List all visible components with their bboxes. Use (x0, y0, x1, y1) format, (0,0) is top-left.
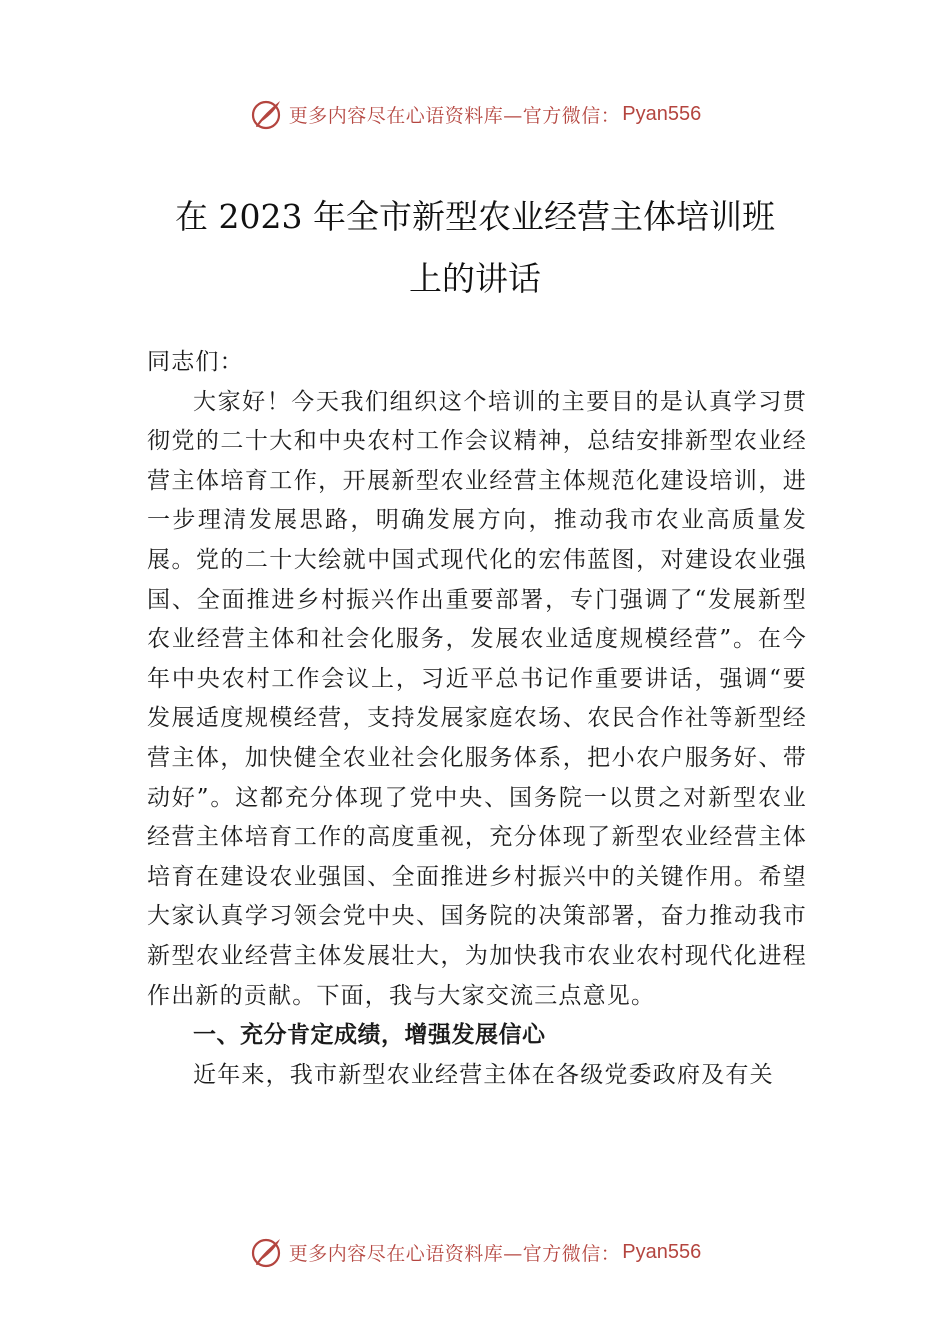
quill-seal-icon (249, 1234, 285, 1270)
watermark-text: 更多内容尽在心语资料库—官方微信： (288, 1242, 621, 1265)
watermark-text: 更多内容尽在心语资料库—官方微信： (288, 104, 621, 127)
watermark-wechat-id: Pyan556 (622, 102, 702, 125)
document-body (147, 343, 807, 1095)
header-watermark (0, 94, 950, 134)
footer-watermark (0, 1232, 950, 1272)
paragraph-2: 近年来，我市新型农业经营主体在各级党委政府及有关 (193, 1061, 774, 1088)
title-line-2: 上的讲话 (409, 259, 541, 298)
document-title (90, 186, 860, 310)
section-heading-1: 一、充分肯定成绩，增强发展信心 (193, 1022, 546, 1049)
quill-seal-icon (249, 96, 285, 132)
paragraph-1: 大家好！今天我们组织这个培训的主要目的是认真学习贯彻党的二十大和中央农村工作会议精神，总结安排新型农业经营主体培育工作，开展新型农业经营主体规范化建设培训，进一步理清发展思路，明确发展方向，推动我市农业高质量发展。党的二十大绘就中国式现代化的宏伟蓝图，对建设农业强国、全面推进乡村振兴作出重要部署，专门强调了“发展新型农业经营主体和社会化服务，发展农业适度规模经营”。在今年中央农村工作会议上，习近平总书记作重要讲话，强调“要发展适度规模经营，支持发展家庭农场、农民合作社等新型经营主体，加快健全农业社会化服务体系，把小农户服务好、带动好”。这都充分体现了党中央、国务院一以贯之对新型农业经营主体培育工作的高度重视，充分体现了新型农业经营主体培育在建设农业强国、全面推进乡村振兴中的关键作用。希望大家认真学习领会党中央、国务院的决策部署，奋力推动我市新型农业经营主体发展壮大，为加快我市农业农村现代化进程作出新的贡献。下面，我与大家交流三点意见。 (147, 388, 807, 1009)
salutation: 同志们： (147, 349, 244, 375)
watermark-wechat-id: Pyan556 (622, 1240, 702, 1263)
title-line-1: 在 2023 年全市新型农业经营主体培训班 (175, 197, 775, 236)
